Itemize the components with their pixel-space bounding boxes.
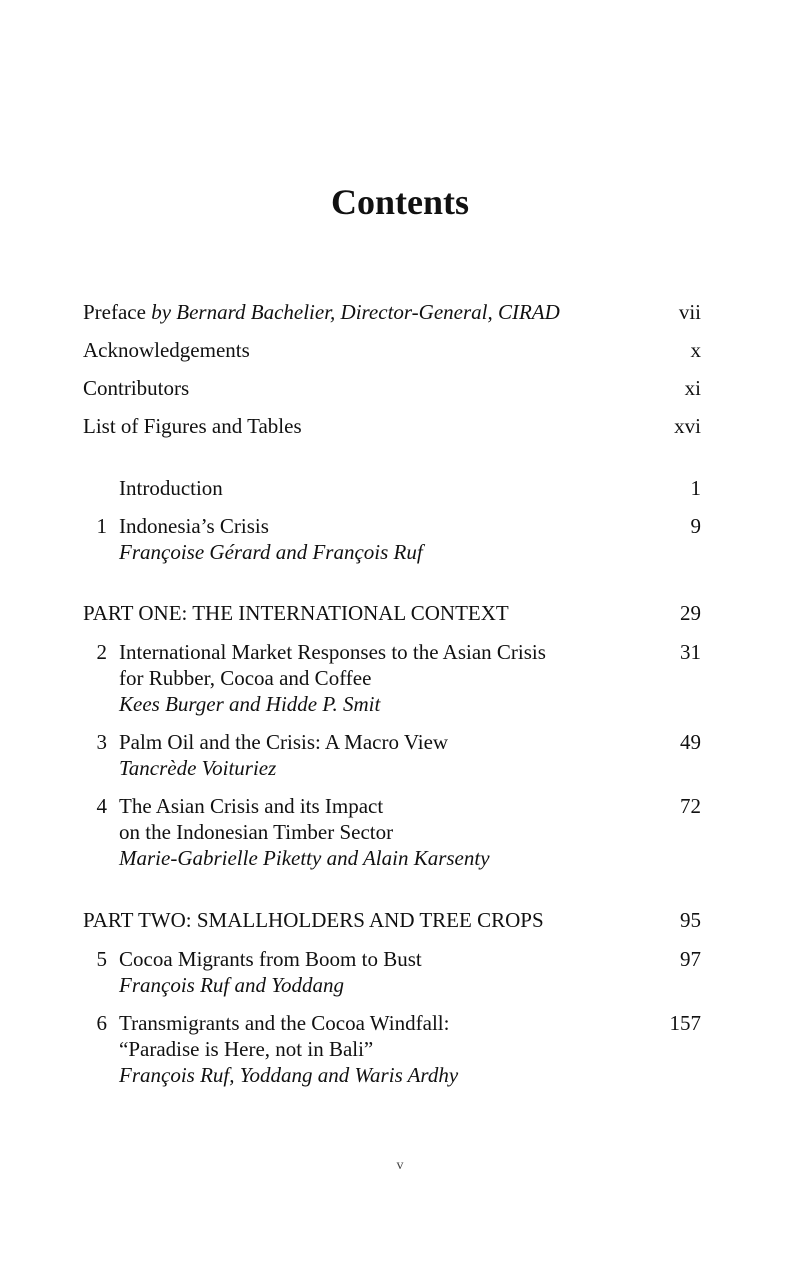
toc-entry-contributors (83, 375, 701, 401)
entry-label: List of Figures and Tables (83, 414, 302, 438)
entry-page: 49 (680, 730, 701, 754)
toc-entry-figures-tables (83, 413, 701, 439)
chapter-authors: Kees Burger and Hidde P. Smit (119, 692, 381, 716)
part-heading: PART ONE: THE INTERNATIONAL CONTEXT (83, 601, 509, 625)
chapter-authors: Tancrède Voituriez (119, 756, 277, 780)
toc-chapter-5 (83, 946, 701, 998)
chapter-title: International Market Responses to the Asian Crisis (119, 640, 546, 664)
chapter-number: 3 (96, 730, 107, 754)
entry-page: xvi (674, 414, 701, 438)
toc-chapter-3 (83, 729, 701, 781)
entry-label: Contributors (83, 376, 190, 400)
toc-part-two (83, 907, 701, 933)
entry-page: x (690, 338, 701, 362)
entry-page: 29 (680, 601, 701, 625)
chapter-authors: Marie-Gabrielle Piketty and Alain Karsenty (119, 846, 490, 870)
chapter-number: 5 (96, 947, 107, 971)
chapter-title-continued: “Paradise is Here, not in Bali” (119, 1037, 374, 1061)
entry-label: Preface (83, 300, 146, 324)
chapter-title-continued: for Rubber, Cocoa and Coffee (119, 666, 372, 690)
entry-label: Acknowledgements (83, 338, 250, 362)
chapter-number: 1 (96, 514, 107, 538)
toc-entry-acknowledgements (83, 337, 701, 363)
page-number: v (396, 1158, 404, 1173)
chapter-authors: François Ruf and Yoddang (119, 973, 344, 997)
chapter-title-continued: on the Indonesian Timber Sector (119, 820, 394, 844)
entry-label: Introduction (119, 476, 223, 500)
entry-page: 157 (669, 1011, 701, 1035)
toc-entry-preface (83, 299, 701, 325)
chapter-title: Indonesia’s Crisis (119, 514, 269, 538)
toc-entry-introduction (83, 475, 701, 501)
toc-part-one (83, 600, 701, 626)
entry-byline: by Bernard Bachelier, Director-General, CIRAD (151, 300, 560, 324)
entry-page: 97 (680, 947, 701, 971)
page-title: Contents (330, 182, 469, 222)
toc-chapter-4 (83, 793, 701, 871)
entry-page: 9 (690, 514, 701, 538)
chapter-authors: François Ruf, Yoddang and Waris Ardhy (119, 1063, 459, 1087)
entry-page: xi (684, 376, 701, 400)
chapter-number: 6 (96, 1011, 107, 1035)
toc-chapter-2 (83, 639, 701, 717)
chapter-title: Transmigrants and the Cocoa Windfall: (119, 1011, 450, 1035)
toc-chapter-1 (83, 513, 701, 565)
chapter-number: 4 (96, 794, 107, 818)
chapter-title: The Asian Crisis and its Impact (119, 794, 384, 818)
entry-page: 72 (680, 794, 701, 818)
part-heading: PART TWO: SMALLHOLDERS AND TREE CROPS (83, 908, 544, 932)
entry-page: vii (678, 300, 701, 324)
chapter-number: 2 (96, 640, 107, 664)
chapter-title: Cocoa Migrants from Boom to Bust (119, 947, 422, 971)
entry-page: 1 (690, 476, 701, 500)
entry-page: 31 (680, 640, 701, 664)
chapter-title: Palm Oil and the Crisis: A Macro View (119, 730, 449, 754)
entry-page: 95 (680, 908, 701, 932)
toc-chapter-6 (83, 1010, 701, 1088)
chapter-authors: Françoise Gérard and François Ruf (119, 540, 423, 564)
